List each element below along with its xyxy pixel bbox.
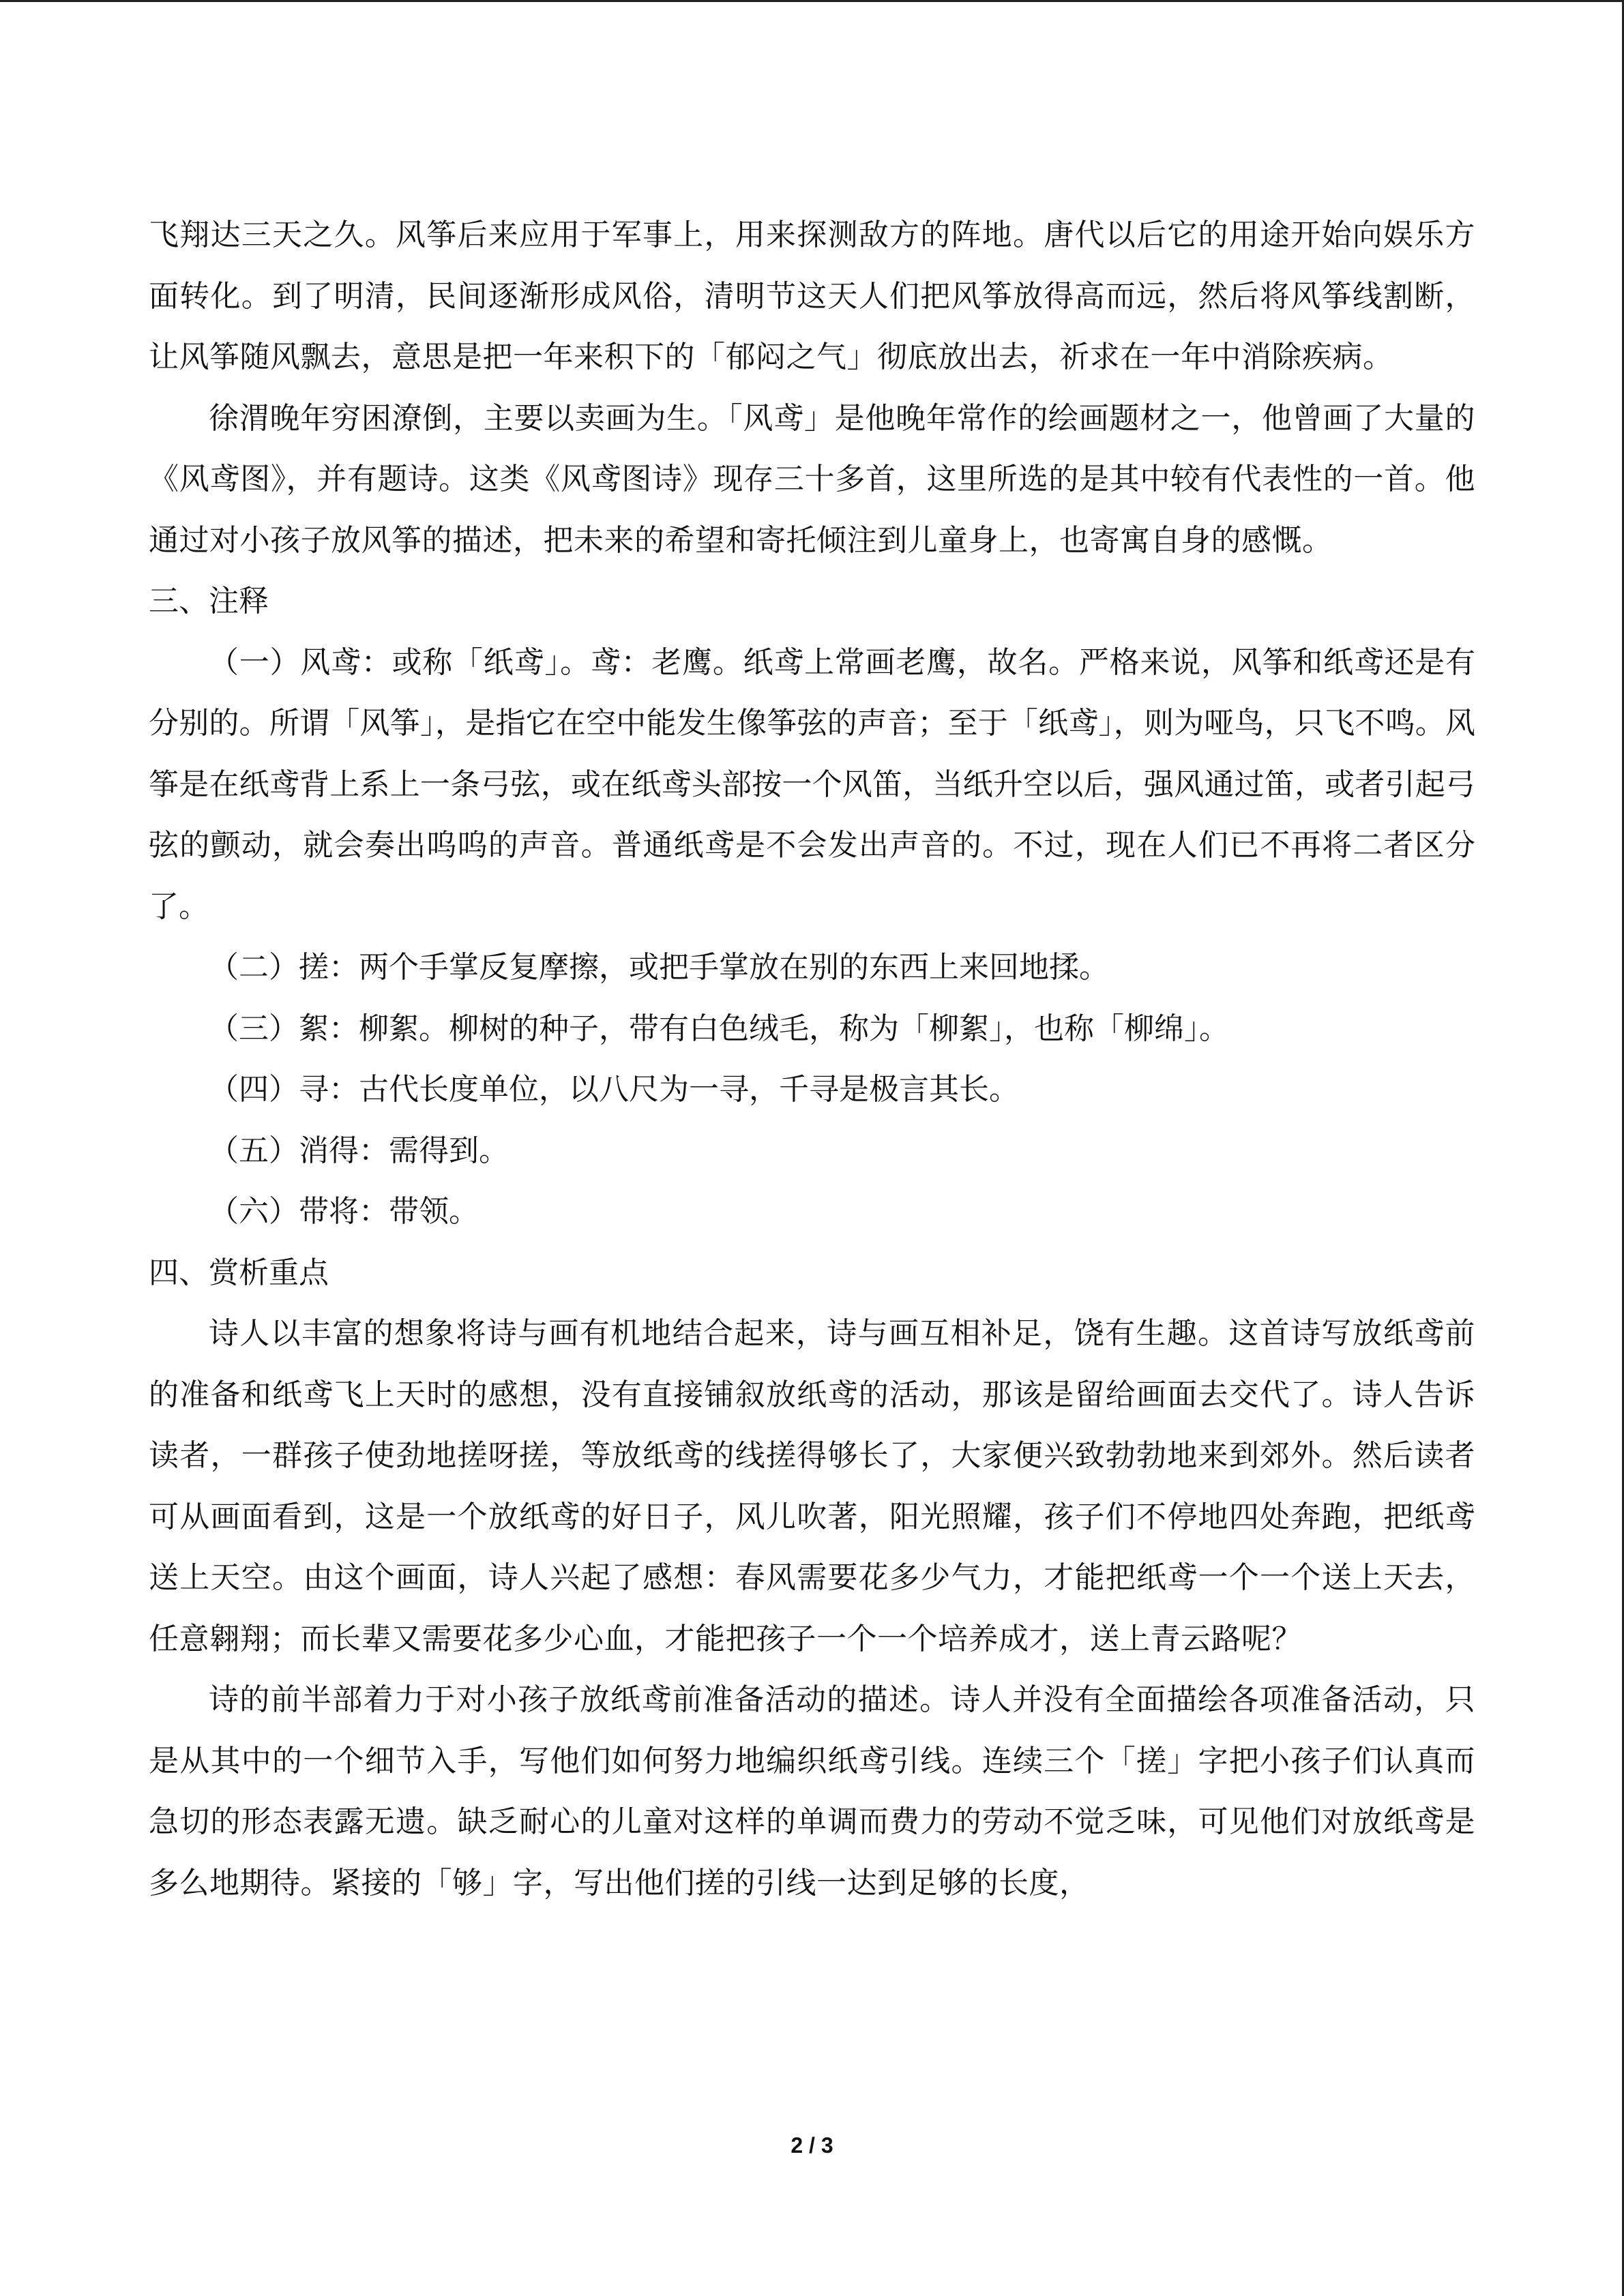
section-heading-notes: 三、注释 xyxy=(149,584,269,618)
note-item-4: （四）寻：古代长度单位，以八尺为一寻，千寻是极言其长。 xyxy=(209,1072,1019,1107)
paragraph-analysis-2: 诗的前半部着力于对小孩子放纸鸢前准备活动的描述。诗人并没有全面描绘各项准备活动，只是从其中的一个细节入手，写他们如何努力地编织纸鸢引线。连续三个「搓」字把小孩子们认真而急切的形态表露无遗。缺乏耐心的儿童对这样的单调而费力的劳动不觉乏味，可见他们对放纸鸢是多么地期待。紧接的「够」字，写出他们搓的引线一达到足够的长度， xyxy=(149,1682,1475,1900)
document-body xyxy=(149,205,1475,1913)
note-item-5: （五）消得：需得到。 xyxy=(209,1133,509,1168)
note-item-6: （六）带将：带领。 xyxy=(209,1194,479,1229)
page-number: 2 / 3 xyxy=(791,2133,833,2158)
page-top-border xyxy=(0,0,1624,2)
paragraph-kite-history: 飞翔达三天之久。风筝后来应用于军事上，用来探测敌方的阵地。唐代以后它的用途开始向娱乐方面转化。到了明清，民间逐渐形成风俗，清明节这天人们把风筝放得高而远，然后将风筝线割断，让风筝随风飘去，意思是把一年来积下的「郁闷之气」彻底放出去，祈求在一年中消除疾病。 xyxy=(149,218,1475,374)
note-item-1: （一）风鸢：或称「纸鸢」。鸢：老鹰。纸鸢上常画老鹰，故名。严格来说，风筝和纸鸢还是有分别的。所谓「风筝」，是指它在空中能发生像筝弦的声音；至于「纸鸢」，则为哑鸟，只飞不鸣。风筝是在纸鸢背上系上一条弓弦，或在纸鸢头部按一个风笛，当纸升空以后，强风通过笛，或者引起弓弦的颤动，就会奏出呜呜的声音。普通纸鸢是不会发出声音的。不过，现在人们已不再将二者区分了。 xyxy=(149,644,1475,924)
section-heading-analysis: 四、赏析重点 xyxy=(149,1255,329,1290)
note-item-2: （二）搓：两个手掌反复摩擦，或把手掌放在别的东西上来回地揉。 xyxy=(209,950,1109,985)
note-item-3: （三）絮：柳絮。柳树的种子，带有白色绒毛，称为「柳絮」，也称「柳绵」。 xyxy=(209,1011,1229,1046)
paragraph-xu-wei: 徐渭晚年穷困潦倒，主要以卖画为生。「风鸢」是他晚年常作的绘画题材之一，他曾画了大量的《风鸢图》，并有题诗。这类《风鸢图诗》现存三十多首，这里所选的是其中较有代表性的一首。他通过对小孩子放风筝的描述，把未来的希望和寄托倾注到儿童身上，也寄寓自身的感慨。 xyxy=(149,400,1475,558)
paragraph-analysis-1: 诗人以丰富的想象将诗与画有机地结合起来，诗与画互相补足，饶有生趣。这首诗写放纸鸢前的准备和纸鸢飞上天时的感想，没有直接铺叙放纸鸢的活动，那该是留给画面去交代了。诗人告诉读者，一群孩子使劲地搓呀搓，等放纸鸢的线搓得够长了，大家便兴致勃勃地来到郊外。然后读者可从画面看到，这是一个放纸鸢的好日子，风儿吹著，阳光照耀，孩子们不停地四处奔跑，把纸鸢送上天空。由这个画面，诗人兴起了感想：春风需要花多少气力，才能把纸鸢一个一个送上天去，任意翱翔；而长辈又需要花多少心血，才能把孩子一个一个培养成才，送上青云路呢？ xyxy=(149,1316,1475,1656)
